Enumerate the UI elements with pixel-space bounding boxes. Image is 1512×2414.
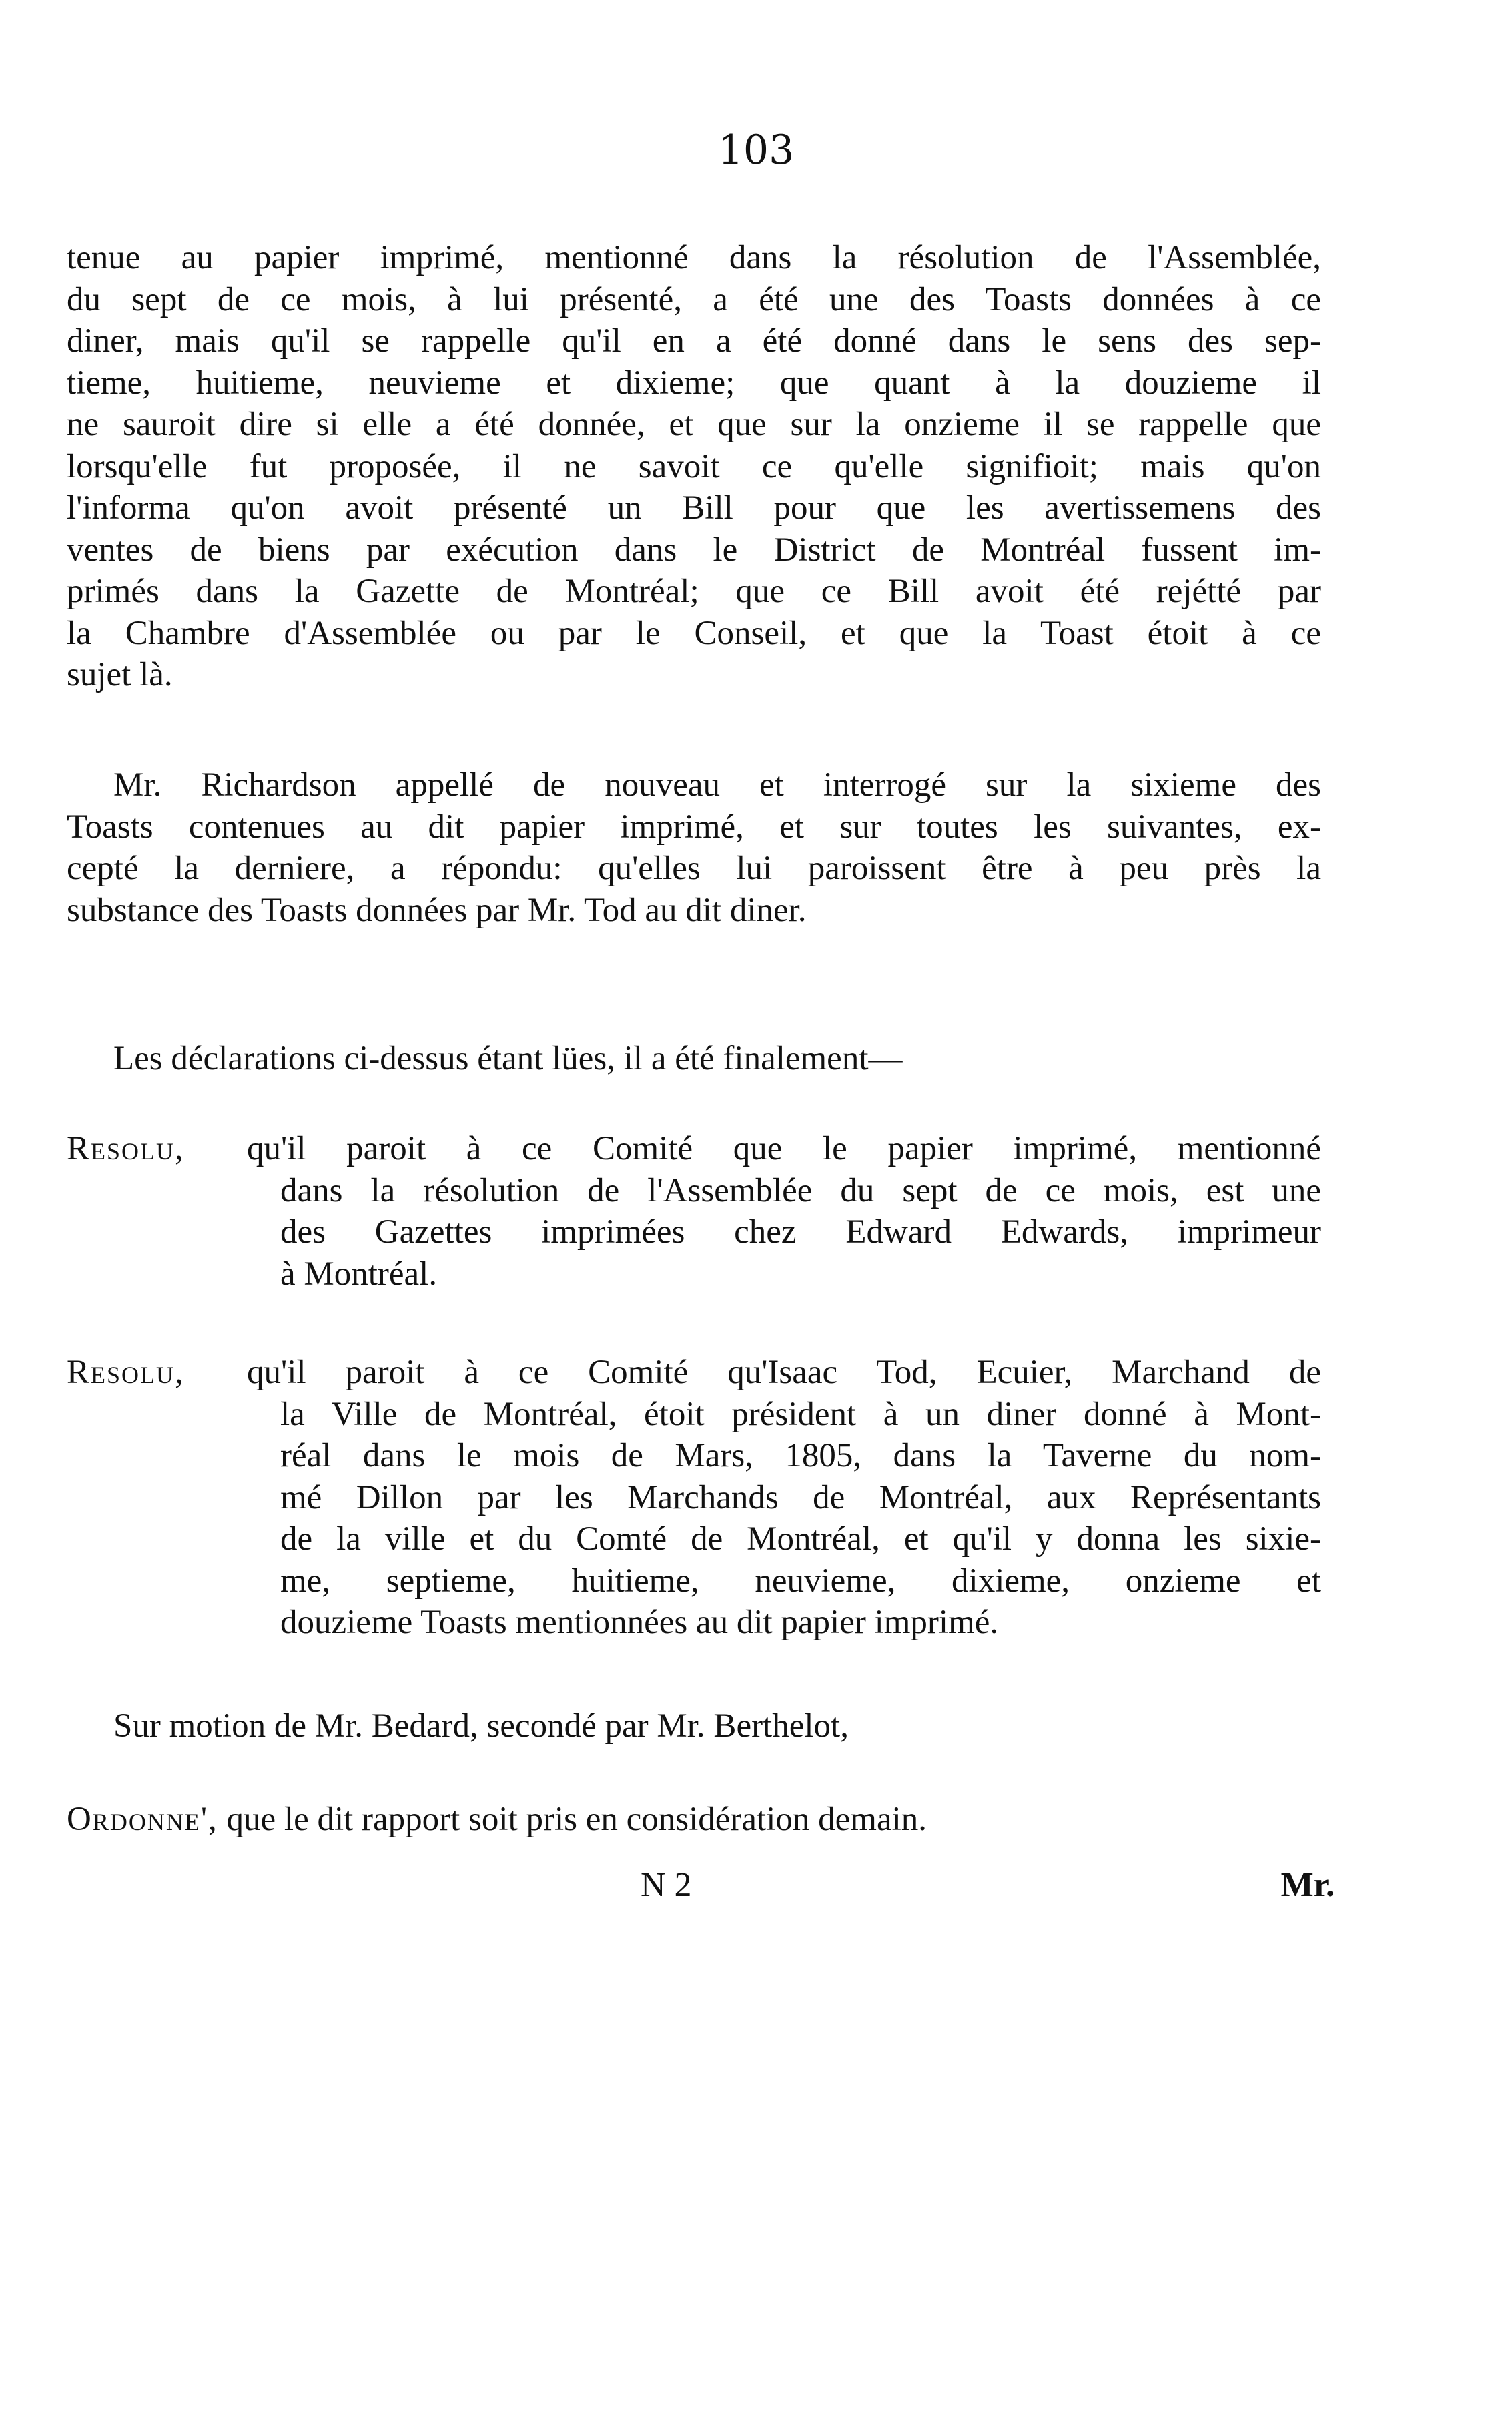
text-line: cepté la derniere, a répondu: qu'elles lui paroissent être à peu près la	[67, 850, 1321, 887]
signature-mark: N 2	[641, 1866, 692, 1904]
text-line: du sept de ce mois, à lui présenté, a été une des Toasts données à ce	[67, 280, 1321, 318]
page-number: 103	[717, 127, 795, 174]
text-line: Sur motion de Mr. Bedard, secondé par Mr. Berthelot,	[113, 1707, 849, 1745]
text-line: qu'il paroit à ce Comité que le papier imprimé, mentionné	[247, 1130, 1321, 1167]
catchword: Mr.	[1280, 1866, 1335, 1904]
text-line: tenue au papier imprimé, mentionné dans la résolution de l'Assemblée,	[67, 239, 1321, 276]
text-line: qu'il paroit à ce Comité qu'Isaac Tod, Ecuier, Marchand de	[247, 1353, 1321, 1391]
paragraph-ordonne	[67, 1799, 1321, 1841]
text-line: ventes de biens par exécution dans le District de Montréal fussent im-	[67, 531, 1321, 569]
ordonne-label: Ordonne',	[67, 1801, 218, 1838]
text-line: tieme, huitieme, neuvieme et dixieme; que quant à la douzieme il	[67, 364, 1321, 402]
paragraph-motion	[67, 1705, 1321, 1747]
text-line: Mr. Richardson appellé de nouveau et interrogé sur la sixieme des	[113, 766, 1321, 804]
resolution-1	[67, 1128, 1321, 1295]
text-line	[67, 1799, 1321, 1841]
text-line: de la ville et du Comté de Montréal, et qu'il y donna les sixie-	[280, 1520, 1321, 1558]
text-line: Toasts contenues au dit papier imprimé, et sur toutes les suivantes, ex-	[67, 808, 1321, 846]
resolution-label: Resolu,	[67, 1130, 185, 1167]
text-line: la Ville de Montréal, étoit président à un diner donné à Mont-	[280, 1395, 1321, 1433]
text-line: dans la résolution de l'Assemblée du sept de ce mois, est une	[280, 1171, 1321, 1209]
text-line: douzieme Toasts mentionnées au dit papier imprimé.	[280, 1604, 999, 1641]
paragraph-richardson-testimony	[67, 764, 1321, 931]
paragraph-testimony-continuation	[67, 237, 1321, 696]
text-line: diner, mais qu'il se rappelle qu'il en a été donné dans le sens des sep-	[67, 322, 1321, 360]
text-line: à Montréal.	[280, 1255, 438, 1293]
text-line: substance des Toasts données par Mr. Tod au dit diner.	[67, 891, 807, 929]
ordonne-text: que le dit rapport soit pris en considération demain.	[226, 1801, 927, 1838]
text-line: des Gazettes imprimées chez Edward Edwards, imprimeur	[280, 1213, 1321, 1251]
text-line: Les déclarations ci-dessus étant lües, il a été finalement—	[113, 1040, 903, 1077]
text-line: mé Dillon par les Marchands de Montréal, aux Représentants	[280, 1478, 1321, 1516]
text-line: réal dans le mois de Mars, 1805, dans la Taverne du nom-	[280, 1437, 1321, 1474]
resolution-2	[67, 1351, 1321, 1644]
text-line: l'informa qu'on avoit présenté un Bill pour que les avertissemens des	[67, 489, 1321, 527]
text-line: sujet là.	[67, 656, 173, 693]
paragraph-declarations-read	[67, 1038, 1321, 1080]
text-line: ne sauroit dire si elle a été donnée, et que sur la onzieme il se rappelle que	[67, 406, 1321, 443]
text-line: la Chambre d'Assemblée ou par le Conseil, et que la Toast étoit à ce	[67, 614, 1321, 652]
text-line: me, septieme, huitieme, neuvieme, dixieme, onzieme et	[280, 1562, 1321, 1600]
resolution-label: Resolu,	[67, 1353, 185, 1391]
text-line: primés dans la Gazette de Montréal; que ce Bill avoit été rejétté par	[67, 573, 1321, 610]
text-line: lorsqu'elle fut proposée, il ne savoit ce qu'elle signifioit; mais qu'on	[67, 447, 1321, 485]
